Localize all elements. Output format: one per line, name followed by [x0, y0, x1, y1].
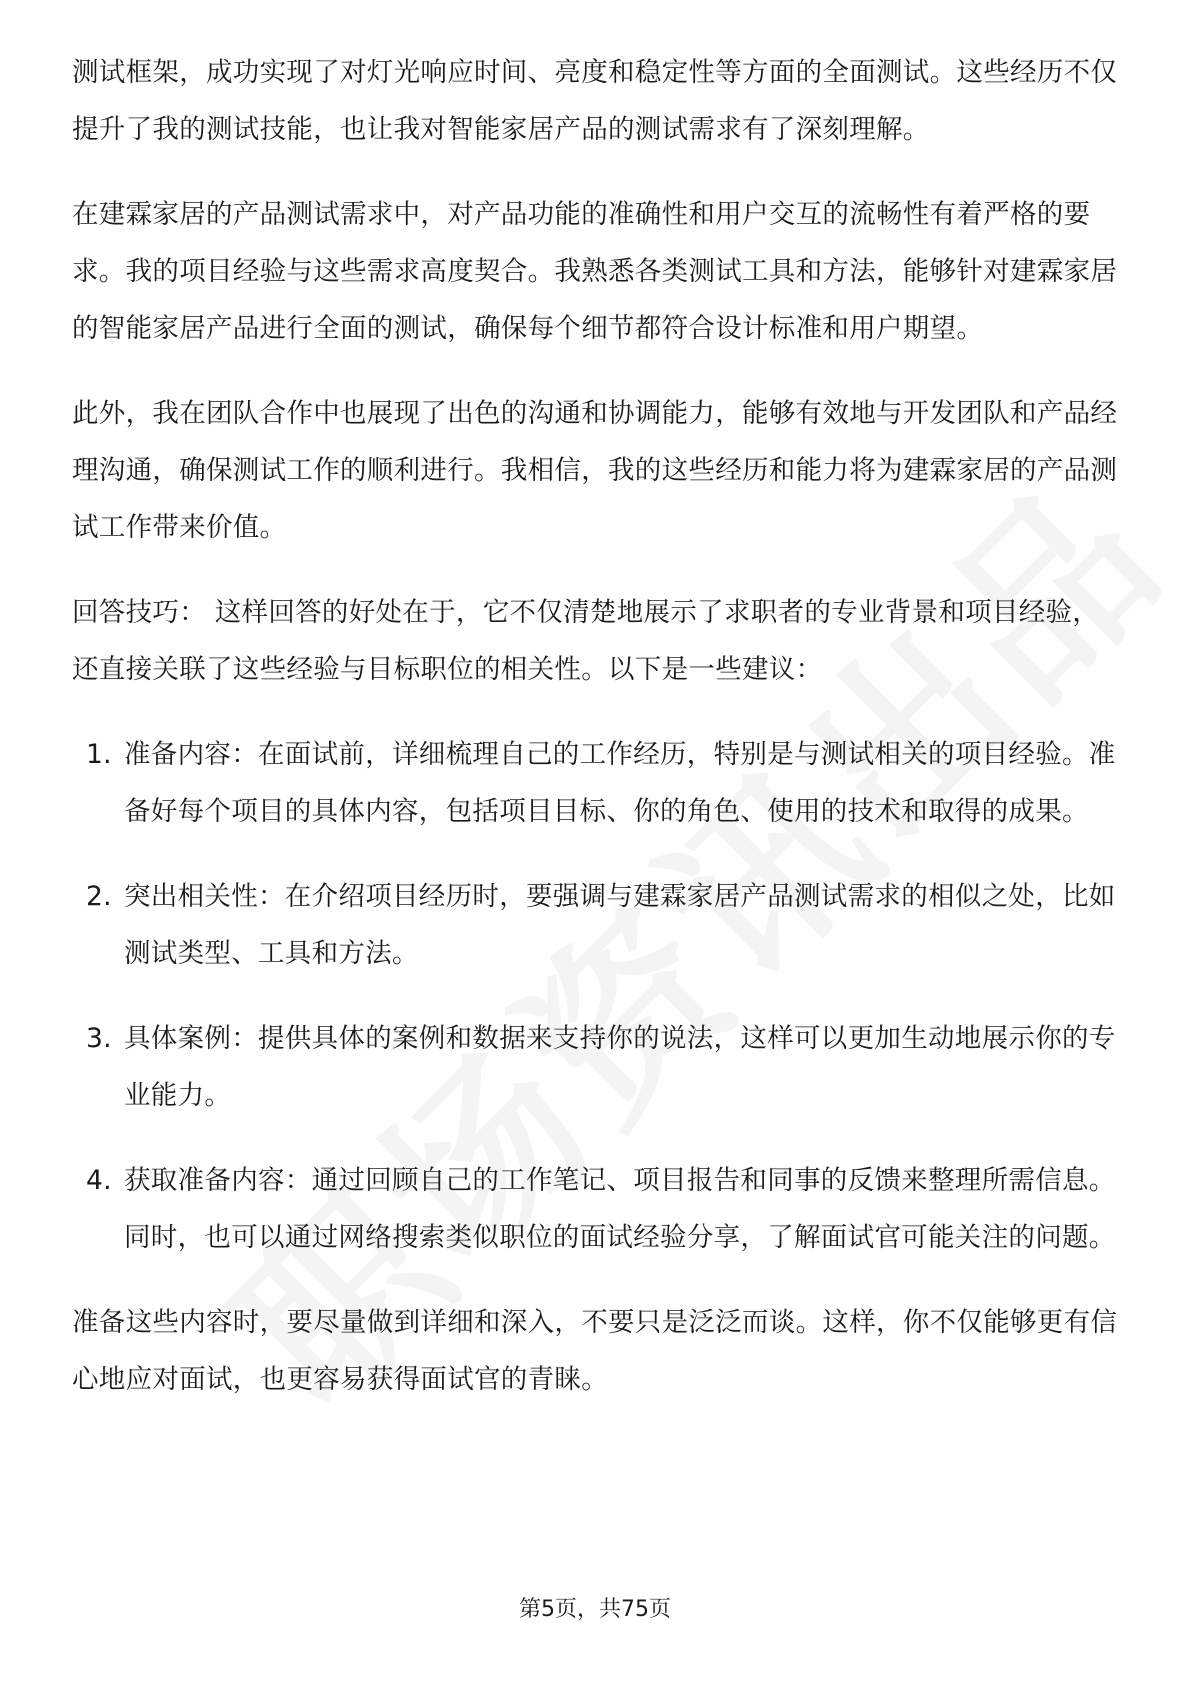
paragraph: 在建霖家居的产品测试需求中，对产品功能的准确性和用户交互的流畅性有着严格的要求。我的项目经验与这些需求高度契合。我熟悉各类测试工具和方法，能够针对建霖家居的智能家居产品进行全面的测试，确保每个细节都符合设计标准和用户期望。	[72, 199, 1118, 344]
tips-list	[72, 726, 1120, 1266]
list-item-text: 具体案例：提供具体的案例和数据来支持你的说法，这样可以更加生动地展示你的专业能力。	[124, 1023, 1116, 1111]
list-item-text: 获取准备内容：通过回顾自己的工作笔记、项目报告和同事的反馈来整理所需信息。同时，也可以通过网络搜索类似职位的面试经验分享，了解面试官可能关注的问题。	[124, 1165, 1116, 1253]
paragraph: 测试框架，成功实现了对灯光响应时间、亮度和稳定性等方面的全面测试。这些经历不仅提升了我的测试技能，也让我对智能家居产品的测试需求有了深刻理解。	[72, 57, 1118, 145]
list-number: 1.	[86, 739, 112, 770]
list-item	[72, 1010, 1120, 1124]
list-number: 3.	[86, 1023, 112, 1054]
list-number: 4.	[86, 1165, 112, 1196]
closing-paragraph: 准备这些内容时，要尽量做到详细和深入，不要只是泛泛而谈。这样，你不仅能够更有信心地应对面试，也更容易获得面试官的青睐。	[72, 1307, 1118, 1395]
list-number: 2.	[86, 881, 112, 912]
list-item-text: 准备内容：在面试前，详细梳理自己的工作经历，特别是与测试相关的项目经验。准备好每个项目的具体内容，包括项目目标、你的角色、使用的技术和取得的成果。	[124, 739, 1116, 827]
page-footer: 第5页，共75页	[519, 1597, 671, 1622]
list-item-text: 突出相关性：在介绍项目经历时，要强调与建霖家居产品测试需求的相似之处，比如测试类型、工具和方法。	[124, 881, 1116, 969]
list-item	[72, 1152, 1120, 1266]
document-body	[72, 44, 1120, 1436]
list-item	[72, 868, 1120, 982]
list-item	[72, 726, 1120, 840]
answer-tips-intro: 回答技巧： 这样回答的好处在于，它不仅清楚地展示了求职者的专业背景和项目经验，还直接关联了这些经验与目标职位的相关性。以下是一些建议：	[72, 597, 1100, 685]
paragraph: 此外，我在团队合作中也展现了出色的沟通和协调能力，能够有效地与开发团队和产品经理沟通，确保测试工作的顺利进行。我相信，我的这些经历和能力将为建霖家居的产品测试工作带来价值。	[72, 398, 1118, 543]
